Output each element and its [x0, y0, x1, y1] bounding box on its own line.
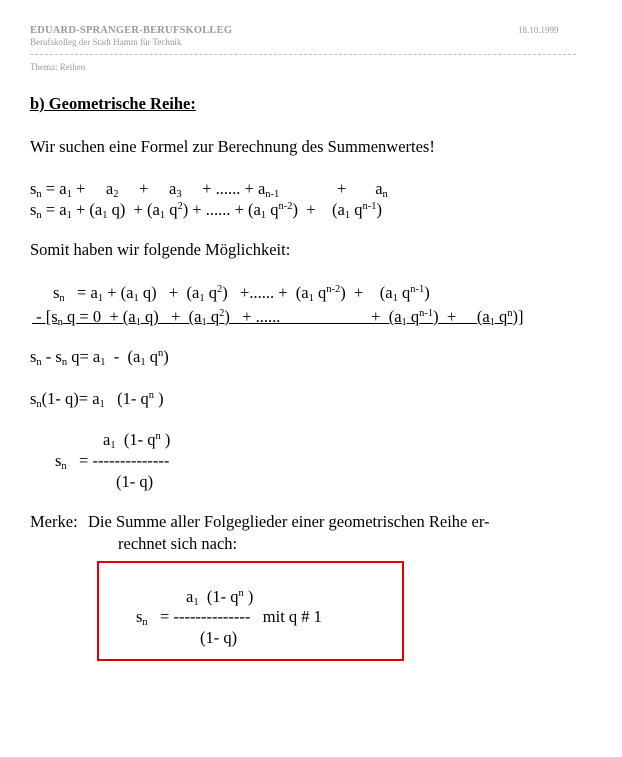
fraction-denominator: (1- q) — [116, 472, 154, 491]
possibility-text: Somit haben wir folgende Möglichkeit: — [30, 240, 291, 259]
boxed-denominator: (1- q) — [200, 628, 238, 647]
document-date: 18.10.1999 — [518, 25, 559, 35]
factored-equation: $s_n(1-$ $q)= a_1$ (1- $q^n$ ) — [30, 389, 164, 410]
difference-equation: $s_n - s_n$ $q= a_1 - (a_1$ $q^n$) — [30, 347, 169, 368]
sum-equation-terms: $s_n = a_1$ + $a_2$ + $a_3$ + ...... + $a_{n-1}$ + $a_n$ — [30, 179, 388, 200]
fraction-line: $s_n$ = -------------- — [55, 451, 170, 472]
intro-text: Wir suchen eine Formel zur Berechnung des Summenwertes! — [30, 137, 435, 156]
note-label: Merke: — [30, 512, 78, 531]
school-name: EDUARD-SPRANGER-BERUFSKOLLEG — [30, 25, 233, 36]
boxed-fraction-line: $s_n$ = -------------- mit q # 1 — [136, 607, 322, 628]
topic-label: Thema: Reihen — [30, 62, 86, 72]
boxed-numerator: $a_1$ (1- $q^n$ ) — [186, 587, 254, 608]
note-line-2: rechnet sich nach: — [118, 534, 238, 553]
subtraction-line-2: - [$s_n$ $q = 0 + (a_1$ $q) + (a_1$ $q^2$) + ...... + ($a_1$ $q^{n-1}$) + ($a_1$ $q^n$)] — [32, 307, 524, 328]
school-subtitle: Berufskolleg der Stadt Hamm für Technik — [30, 37, 182, 47]
header-divider — [30, 54, 576, 55]
boxed-dashes: -------------- — [173, 607, 251, 626]
fraction-numerator: $a_1$ (1- $q^n$ ) — [103, 430, 171, 451]
condition-text: mit q # 1 — [262, 607, 322, 626]
subtraction-line-1: $s_n = a_1 + (a_1$ $q) + (a_1$ $q^2$) +...... + ($a_1$ $q^{n-2}$) + ($a_1$ $q^{n-1}$) — [53, 283, 430, 304]
sum-equation-geometric: $s_n = a_1 + (a_1$ $q) + (a_1$ $q^2$) + ...... + ($a_1$ $q^{n-2}$) + ($a_1$ $q^{n-1}$) — [30, 200, 382, 221]
section-title: b) Geometrische Reihe: — [30, 94, 196, 113]
note-line-1: Die Summe aller Folgeglieder einer geometrischen Reihe er- — [88, 512, 490, 531]
fraction-dashes: -------------- — [92, 451, 170, 470]
